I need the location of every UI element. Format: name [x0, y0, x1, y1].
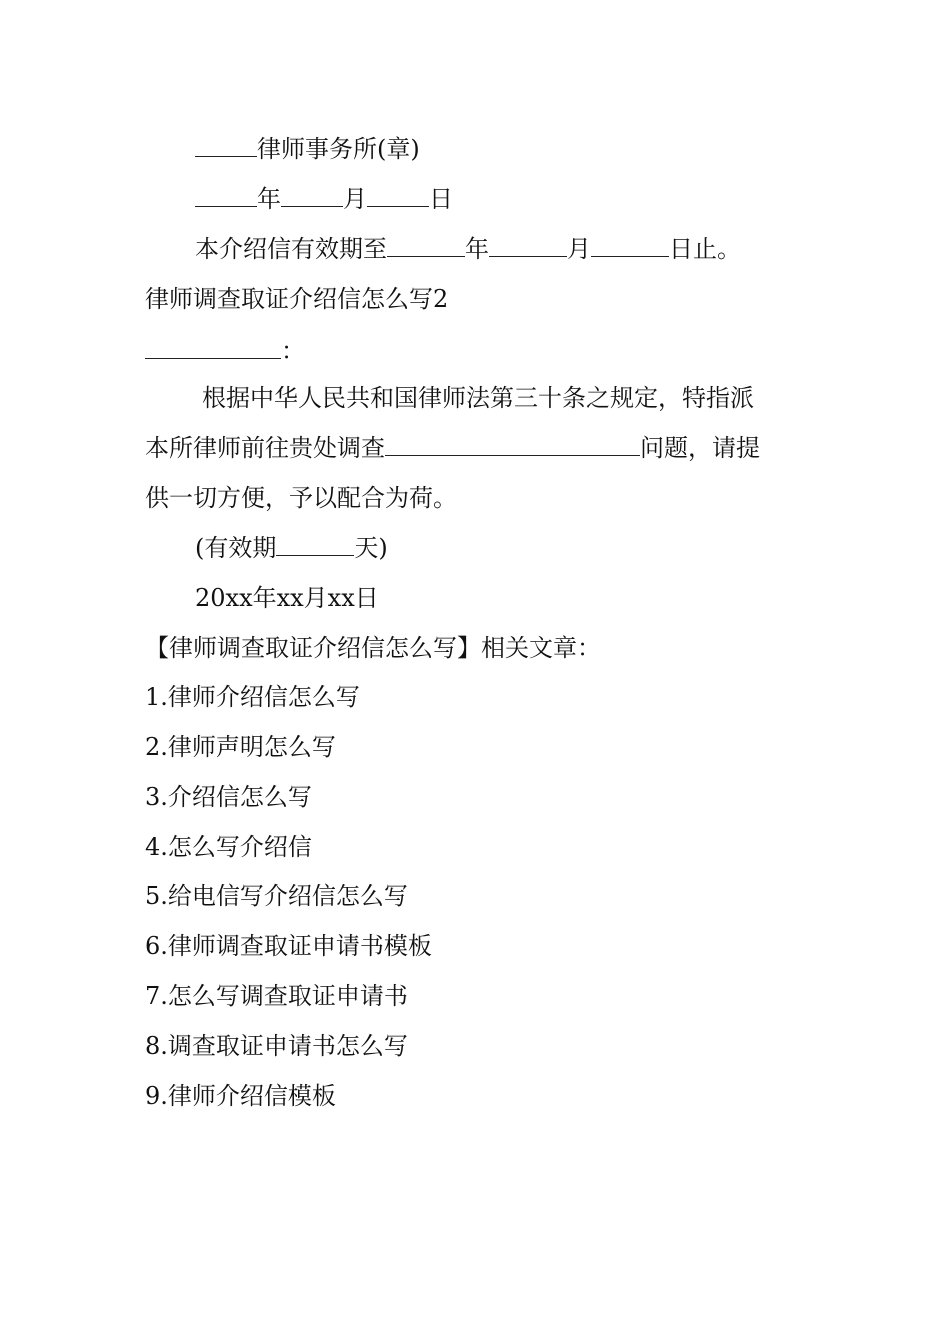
validity-open: (有效期 — [195, 534, 277, 562]
firm-seal-line — [195, 133, 420, 165]
validity-year-label: 年 — [465, 235, 489, 263]
salutation-colon: ： — [281, 337, 305, 365]
related-link-1[interactable]: 1.律师介绍信怎么写 — [145, 683, 360, 711]
related-link-7[interactable]: 7.怎么写调查取证申请书 — [145, 982, 408, 1010]
firm-name-blank — [195, 134, 257, 157]
section-heading: 律师调查取证介绍信怎么写2 — [145, 285, 449, 313]
firm-suffix: 律师事务所(章) — [257, 135, 420, 163]
body-line-2-suffix: 问题，请提 — [640, 434, 760, 462]
validity-days-line — [195, 532, 388, 564]
validity-prefix: 本介绍信有效期至 — [195, 235, 387, 263]
validity-month-blank — [489, 234, 567, 257]
recipient-blank — [145, 336, 281, 359]
year-blank — [195, 184, 257, 207]
issue-date-line — [195, 183, 453, 215]
related-link-2[interactable]: 2.律师声明怎么写 — [145, 733, 336, 761]
related-link-8[interactable]: 8.调查取证申请书怎么写 — [145, 1032, 408, 1060]
validity-line — [195, 233, 741, 265]
validity-year-blank — [387, 234, 465, 257]
month-label: 月 — [343, 185, 367, 213]
related-link-6[interactable]: 6.律师调查取证申请书模板 — [145, 932, 432, 960]
related-link-9[interactable]: 9.律师介绍信模板 — [145, 1082, 336, 1110]
validity-close: 天) — [354, 534, 388, 562]
body-line-1: 根据中华人民共和国律师法第三十条之规定，特指派 — [202, 384, 754, 412]
day-label: 日 — [429, 185, 453, 213]
month-blank — [281, 184, 343, 207]
related-link-5[interactable]: 5.给电信写介绍信怎么写 — [145, 882, 408, 910]
year-label: 年 — [257, 185, 281, 213]
body-line-3: 供一切方便，予以配合为荷。 — [145, 484, 457, 512]
validity-month-label: 月 — [567, 235, 591, 263]
validity-day-blank — [591, 234, 669, 257]
days-blank — [276, 533, 354, 556]
letter-date: 20xx年xx月xx日 — [195, 584, 379, 612]
body-line-2-prefix: 本所律师前往贵处调查 — [145, 434, 385, 462]
salutation-line — [145, 335, 305, 367]
related-link-4[interactable]: 4.怎么写介绍信 — [145, 833, 312, 861]
matter-blank — [385, 433, 640, 456]
day-blank — [367, 184, 429, 207]
validity-suffix: 日止。 — [669, 235, 741, 263]
related-heading: 【律师调查取证介绍信怎么写】相关文章： — [145, 634, 601, 662]
body-line-2 — [145, 432, 760, 464]
related-link-3[interactable]: 3.介绍信怎么写 — [145, 783, 312, 811]
